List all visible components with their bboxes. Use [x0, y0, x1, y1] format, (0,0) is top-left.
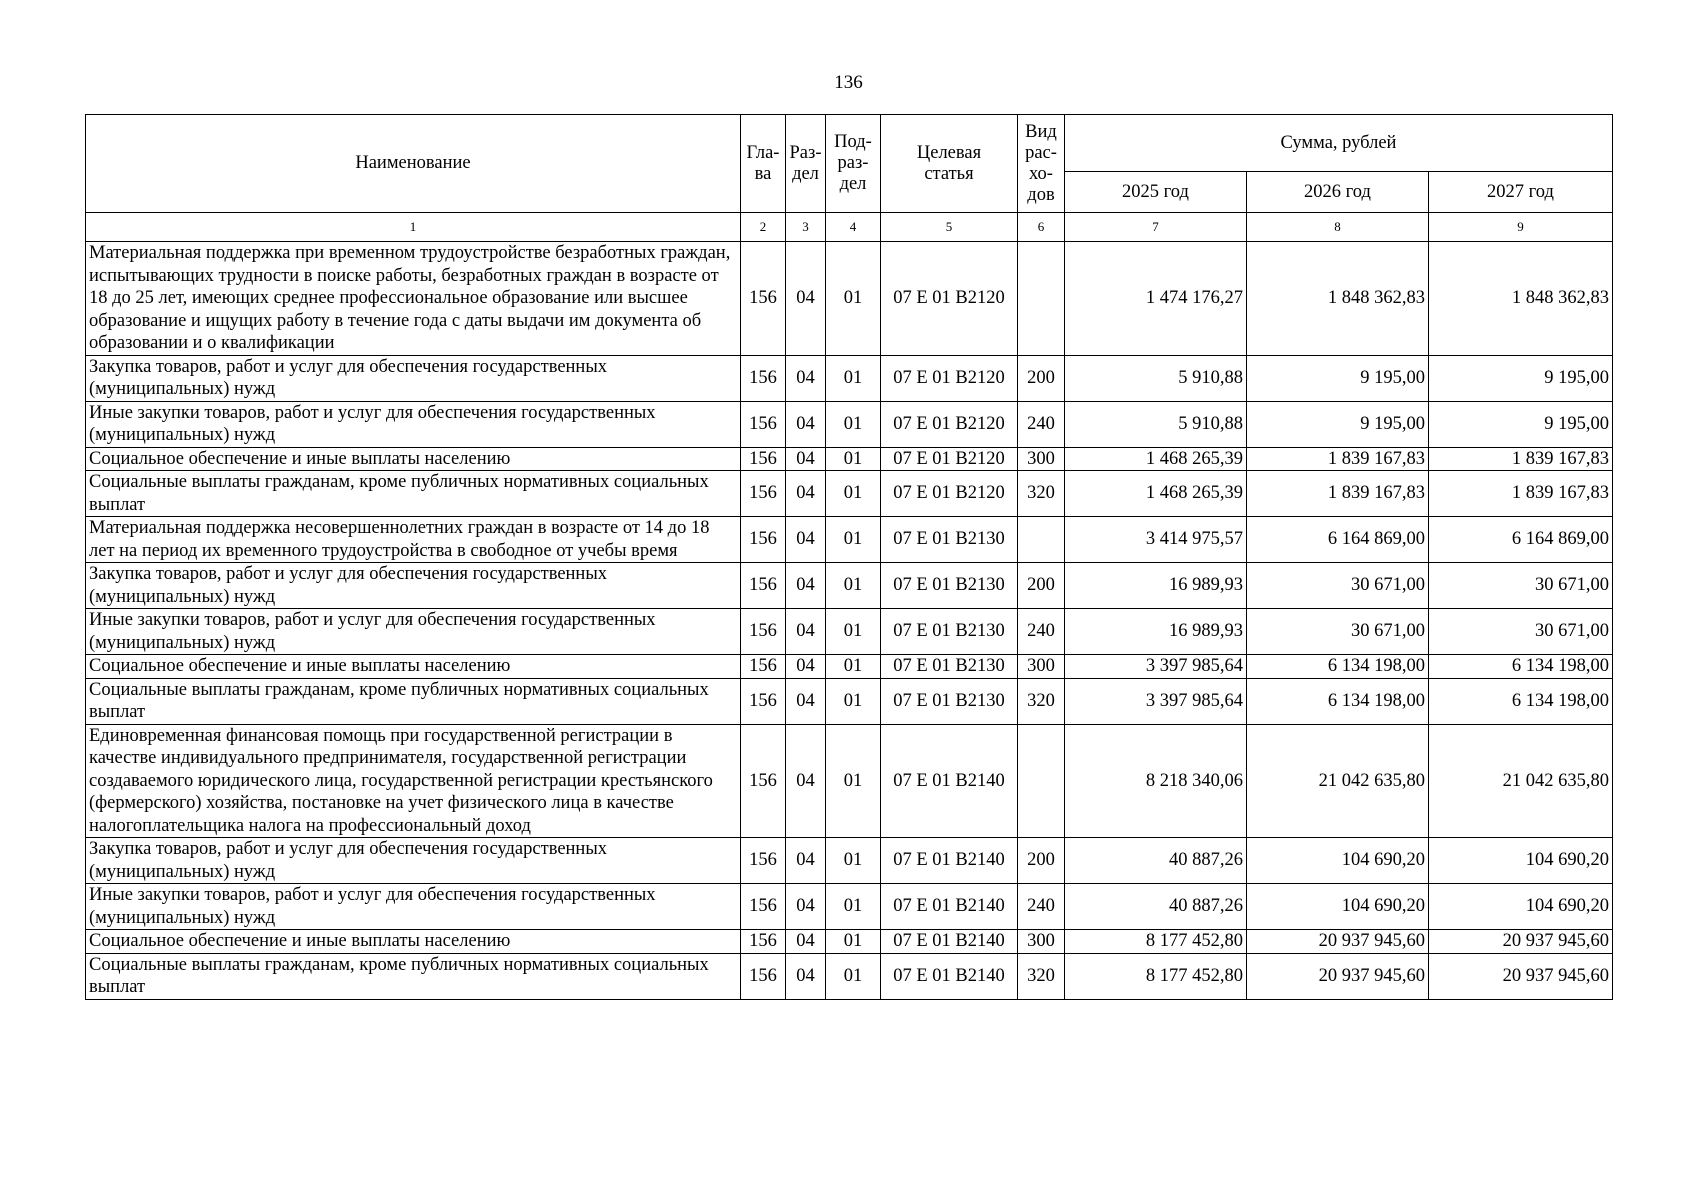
header-razdel: Раз- дел — [786, 115, 826, 213]
row-name: Социальные выплаты гражданам, кроме публичных нормативных социальных выплат — [86, 471, 741, 517]
row-glava: 156 — [741, 355, 786, 401]
row-glava: 156 — [741, 884, 786, 930]
row-sum-2027: 9 195,00 — [1429, 355, 1613, 401]
row-razdel: 04 — [786, 838, 826, 884]
header-year-2025: 2025 год — [1065, 172, 1247, 213]
row-podrazdel: 01 — [826, 655, 881, 679]
row-podrazdel: 01 — [826, 355, 881, 401]
column-number: 6 — [1018, 213, 1065, 242]
row-target: 07 Е 01 В2130 — [881, 678, 1018, 724]
row-sum-2027: 20 937 945,60 — [1429, 930, 1613, 954]
row-glava: 156 — [741, 724, 786, 838]
row-sum-2026: 104 690,20 — [1247, 838, 1429, 884]
row-sum-2027: 21 042 635,80 — [1429, 724, 1613, 838]
row-sum-2025: 40 887,26 — [1065, 884, 1247, 930]
table-row — [86, 724, 1613, 838]
row-razdel: 04 — [786, 517, 826, 563]
row-name: Материальная поддержка несовершеннолетних граждан в возрасте от 14 до 18 лет на период их временного трудоустройства в свободное от учебы время — [86, 517, 741, 563]
row-razdel: 04 — [786, 678, 826, 724]
row-razdel: 04 — [786, 930, 826, 954]
row-name: Закупка товаров, работ и услуг для обеспечения государственных (муниципальных) нужд — [86, 563, 741, 609]
row-podrazdel: 01 — [826, 953, 881, 999]
column-number: 2 — [741, 213, 786, 242]
row-sum-2025: 1 468 265,39 — [1065, 471, 1247, 517]
row-sum-2027: 6 164 869,00 — [1429, 517, 1613, 563]
header-year-2027: 2027 год — [1429, 172, 1613, 213]
row-podrazdel: 01 — [826, 678, 881, 724]
table-row — [86, 678, 1613, 724]
row-vid: 320 — [1018, 678, 1065, 724]
row-target: 07 Е 01 В2120 — [881, 355, 1018, 401]
table-row — [86, 838, 1613, 884]
row-vid: 320 — [1018, 471, 1065, 517]
row-sum-2025: 8 177 452,80 — [1065, 953, 1247, 999]
row-podrazdel: 01 — [826, 609, 881, 655]
row-sum-2025: 16 989,93 — [1065, 609, 1247, 655]
row-vid: 200 — [1018, 355, 1065, 401]
row-sum-2026: 1 848 362,83 — [1247, 242, 1429, 356]
column-number: 5 — [881, 213, 1018, 242]
row-sum-2027: 30 671,00 — [1429, 563, 1613, 609]
row-sum-2026: 9 195,00 — [1247, 401, 1429, 447]
row-target: 07 Е 01 В2120 — [881, 447, 1018, 471]
column-numbers-row — [86, 213, 1613, 242]
row-target: 07 Е 01 В2130 — [881, 655, 1018, 679]
row-sum-2026: 6 134 198,00 — [1247, 678, 1429, 724]
row-vid: 200 — [1018, 563, 1065, 609]
row-vid — [1018, 724, 1065, 838]
row-sum-2027: 104 690,20 — [1429, 838, 1613, 884]
row-sum-2026: 104 690,20 — [1247, 884, 1429, 930]
column-number: 7 — [1065, 213, 1247, 242]
row-sum-2027: 6 134 198,00 — [1429, 655, 1613, 679]
row-sum-2027: 104 690,20 — [1429, 884, 1613, 930]
table-row — [86, 655, 1613, 679]
row-sum-2027: 6 134 198,00 — [1429, 678, 1613, 724]
table-row — [86, 517, 1613, 563]
row-podrazdel: 01 — [826, 930, 881, 954]
header-podrazdel: Под- раз- дел — [826, 115, 881, 213]
row-sum-2026: 30 671,00 — [1247, 609, 1429, 655]
row-target: 07 Е 01 В2140 — [881, 884, 1018, 930]
row-target: 07 Е 01 В2130 — [881, 517, 1018, 563]
table-row — [86, 563, 1613, 609]
column-number: 9 — [1429, 213, 1613, 242]
row-target: 07 Е 01 В2120 — [881, 242, 1018, 356]
row-target: 07 Е 01 В2140 — [881, 930, 1018, 954]
row-glava: 156 — [741, 563, 786, 609]
row-name: Социальное обеспечение и иные выплаты населению — [86, 447, 741, 471]
row-name: Иные закупки товаров, работ и услуг для обеспечения государственных (муниципальных) нужд — [86, 609, 741, 655]
row-glava: 156 — [741, 930, 786, 954]
row-target: 07 Е 01 В2130 — [881, 609, 1018, 655]
row-sum-2025: 5 910,88 — [1065, 355, 1247, 401]
column-number: 1 — [86, 213, 741, 242]
page-number: 136 — [834, 72, 863, 93]
row-razdel: 04 — [786, 609, 826, 655]
table-body — [86, 242, 1613, 1000]
table-row — [86, 242, 1613, 356]
row-glava: 156 — [741, 517, 786, 563]
row-vid: 300 — [1018, 655, 1065, 679]
row-razdel: 04 — [786, 401, 826, 447]
row-glava: 156 — [741, 953, 786, 999]
row-sum-2026: 6 134 198,00 — [1247, 655, 1429, 679]
row-podrazdel: 01 — [826, 724, 881, 838]
row-vid: 240 — [1018, 401, 1065, 447]
header-name: Наименование — [86, 115, 741, 213]
row-name: Иные закупки товаров, работ и услуг для обеспечения государственных (муниципальных) нужд — [86, 401, 741, 447]
table-row — [86, 401, 1613, 447]
row-razdel: 04 — [786, 471, 826, 517]
row-name: Социальные выплаты гражданам, кроме публичных нормативных социальных выплат — [86, 953, 741, 999]
row-razdel: 04 — [786, 724, 826, 838]
row-glava: 156 — [741, 655, 786, 679]
row-sum-2025: 3 397 985,64 — [1065, 655, 1247, 679]
row-sum-2026: 20 937 945,60 — [1247, 953, 1429, 999]
column-number: 4 — [826, 213, 881, 242]
row-name: Иные закупки товаров, работ и услуг для обеспечения государственных (муниципальных) нужд — [86, 884, 741, 930]
row-target: 07 Е 01 В2120 — [881, 471, 1018, 517]
row-sum-2025: 5 910,88 — [1065, 401, 1247, 447]
table-row — [86, 953, 1613, 999]
column-number: 3 — [786, 213, 826, 242]
row-glava: 156 — [741, 471, 786, 517]
header-vid: Вид рас- хо- дов — [1018, 115, 1065, 213]
table-row — [86, 471, 1613, 517]
row-target: 07 Е 01 В2130 — [881, 563, 1018, 609]
row-sum-2026: 9 195,00 — [1247, 355, 1429, 401]
header-year-2026: 2026 год — [1247, 172, 1429, 213]
budget-table — [85, 114, 1613, 1000]
row-razdel: 04 — [786, 655, 826, 679]
row-podrazdel: 01 — [826, 447, 881, 471]
row-podrazdel: 01 — [826, 517, 881, 563]
row-glava: 156 — [741, 838, 786, 884]
row-razdel: 04 — [786, 242, 826, 356]
row-razdel: 04 — [786, 563, 826, 609]
table-row — [86, 930, 1613, 954]
column-number: 8 — [1247, 213, 1429, 242]
table-row — [86, 355, 1613, 401]
row-glava: 156 — [741, 678, 786, 724]
row-target: 07 Е 01 В2140 — [881, 724, 1018, 838]
row-sum-2027: 20 937 945,60 — [1429, 953, 1613, 999]
row-vid: 300 — [1018, 447, 1065, 471]
row-razdel: 04 — [786, 884, 826, 930]
table-header — [86, 115, 1613, 242]
table-row — [86, 884, 1613, 930]
row-glava: 156 — [741, 401, 786, 447]
row-glava: 156 — [741, 242, 786, 356]
row-razdel: 04 — [786, 447, 826, 471]
row-podrazdel: 01 — [826, 471, 881, 517]
row-name: Социальное обеспечение и иные выплаты населению — [86, 930, 741, 954]
row-sum-2027: 1 839 167,83 — [1429, 471, 1613, 517]
row-name: Закупка товаров, работ и услуг для обеспечения государственных (муниципальных) нужд — [86, 355, 741, 401]
row-podrazdel: 01 — [826, 838, 881, 884]
row-target: 07 Е 01 В2140 — [881, 838, 1018, 884]
row-vid: 240 — [1018, 884, 1065, 930]
row-vid — [1018, 242, 1065, 356]
row-sum-2026: 30 671,00 — [1247, 563, 1429, 609]
row-vid: 300 — [1018, 930, 1065, 954]
row-razdel: 04 — [786, 355, 826, 401]
row-sum-2027: 1 839 167,83 — [1429, 447, 1613, 471]
row-podrazdel: 01 — [826, 401, 881, 447]
row-target: 07 Е 01 В2140 — [881, 953, 1018, 999]
table-row — [86, 447, 1613, 471]
row-podrazdel: 01 — [826, 242, 881, 356]
row-vid: 240 — [1018, 609, 1065, 655]
row-sum-2027: 30 671,00 — [1429, 609, 1613, 655]
row-vid: 320 — [1018, 953, 1065, 999]
row-vid — [1018, 517, 1065, 563]
row-sum-2025: 3 414 975,57 — [1065, 517, 1247, 563]
row-sum-2026: 21 042 635,80 — [1247, 724, 1429, 838]
row-sum-2025: 16 989,93 — [1065, 563, 1247, 609]
row-sum-2025: 1 474 176,27 — [1065, 242, 1247, 356]
row-name: Социальные выплаты гражданам, кроме публичных нормативных социальных выплат — [86, 678, 741, 724]
row-vid: 200 — [1018, 838, 1065, 884]
table-row — [86, 609, 1613, 655]
row-sum-2025: 1 468 265,39 — [1065, 447, 1247, 471]
row-name: Единовременная финансовая помощь при государственной регистрации в качестве индивидуального предпринимателя, государственной регистрации создаваемого юридического лица, государственной регистрации крестьянского (фермерского) хозяйства, постановке на учет физического лица в качестве налогоплательщика налога на профессиональный доход — [86, 724, 741, 838]
row-podrazdel: 01 — [826, 884, 881, 930]
row-name: Материальная поддержка при временном трудоустройстве безработных граждан, испытывающих трудности в поиске работы, безработных граждан в возрасте от 18 до 25 лет, имеющих среднее профессиональное образование или высшее образование и ищущих работу в течение года с даты выдачи им документа об образовании и о квалификации — [86, 242, 741, 356]
row-sum-2026: 1 839 167,83 — [1247, 447, 1429, 471]
row-sum-2026: 20 937 945,60 — [1247, 930, 1429, 954]
row-name: Социальное обеспечение и иные выплаты населению — [86, 655, 741, 679]
row-razdel: 04 — [786, 953, 826, 999]
row-sum-2025: 8 177 452,80 — [1065, 930, 1247, 954]
row-target: 07 Е 01 В2120 — [881, 401, 1018, 447]
header-sum: Сумма, рублей — [1065, 115, 1613, 172]
row-sum-2025: 3 397 985,64 — [1065, 678, 1247, 724]
row-name: Закупка товаров, работ и услуг для обеспечения государственных (муниципальных) нужд — [86, 838, 741, 884]
row-podrazdel: 01 — [826, 563, 881, 609]
row-sum-2026: 1 839 167,83 — [1247, 471, 1429, 517]
row-glava: 156 — [741, 447, 786, 471]
row-sum-2025: 8 218 340,06 — [1065, 724, 1247, 838]
row-sum-2026: 6 164 869,00 — [1247, 517, 1429, 563]
row-sum-2027: 1 848 362,83 — [1429, 242, 1613, 356]
header-glava: Гла- ва — [741, 115, 786, 213]
row-sum-2027: 9 195,00 — [1429, 401, 1613, 447]
row-glava: 156 — [741, 609, 786, 655]
row-sum-2025: 40 887,26 — [1065, 838, 1247, 884]
header-target: Целевая статья — [881, 115, 1018, 213]
